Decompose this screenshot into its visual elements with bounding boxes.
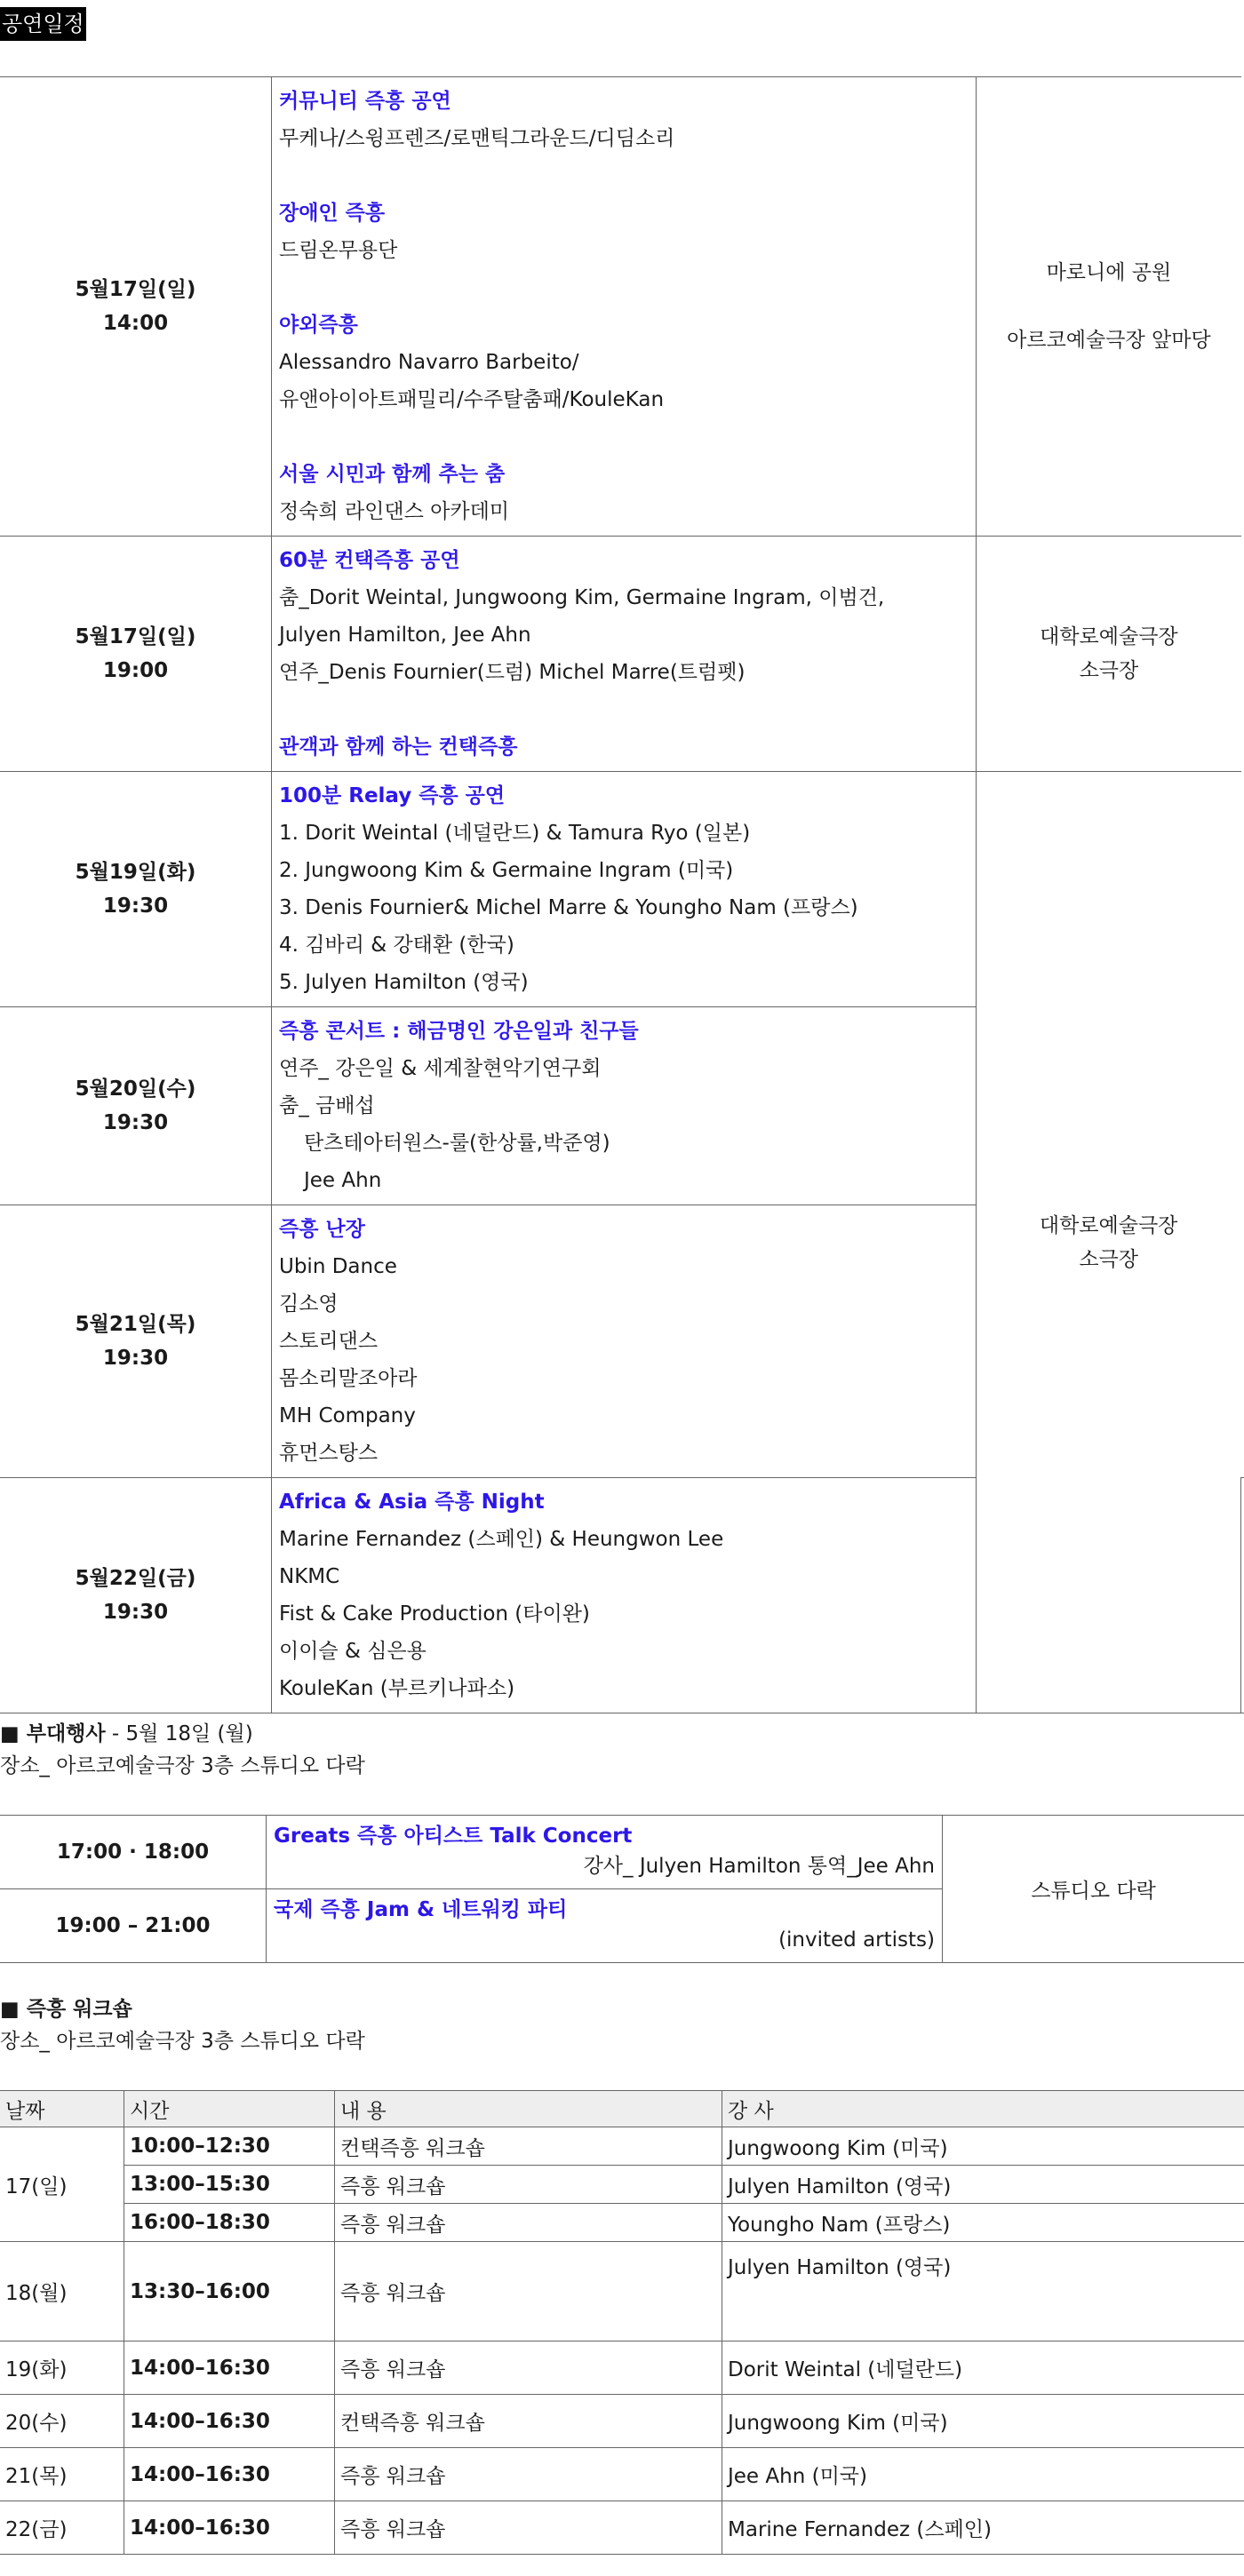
workshop-teacher: Dorit Weintal (네덜란드) bbox=[722, 2341, 1244, 2395]
schedule-date: 5월17일(일) bbox=[75, 278, 196, 301]
workshop-row bbox=[0, 2395, 1244, 2448]
schedule-date-cell bbox=[0, 772, 272, 1007]
workshop-time: 13:00–15:30 bbox=[124, 2166, 335, 2204]
schedule-row bbox=[0, 77, 1244, 537]
workshop-header-date: 날짜 bbox=[0, 2091, 124, 2127]
schedule-time: 14:00 bbox=[102, 312, 169, 335]
workshop-day: 21(목) bbox=[0, 2448, 124, 2501]
schedule-time: 19:30 bbox=[102, 894, 169, 918]
program-title: 즉흥 콘서트 : 해금명인 강은일과 친구들 bbox=[279, 1020, 639, 1043]
workshop-day: 17(일) bbox=[0, 2127, 124, 2242]
workshop-time: 14:00–16:30 bbox=[124, 2395, 335, 2448]
program-line: Julyen Hamilton, Jee Ahn bbox=[279, 624, 531, 647]
workshop-content: 즉흥 워크숍 bbox=[335, 2204, 722, 2242]
workshop-content: 컨택즉흥 워크숍 bbox=[335, 2127, 722, 2166]
side-event-content bbox=[267, 1816, 943, 1889]
workshop-content: 즉흥 워크숍 bbox=[335, 2448, 722, 2501]
workshop-teacher: Julyen Hamilton (영국) bbox=[722, 2166, 1244, 2204]
schedule-date: 5월19일(화) bbox=[75, 861, 196, 884]
schedule-date-cell bbox=[0, 1007, 272, 1205]
workshop-row bbox=[0, 2341, 1244, 2395]
schedule-content bbox=[272, 1007, 977, 1205]
venue-cell bbox=[977, 77, 1241, 537]
workshop-table bbox=[0, 2090, 1244, 2555]
program-line: 유앤아이아트패밀리/수주탈춤패/KouleKan bbox=[279, 388, 665, 411]
side-event-title: 국제 즉흥 Jam & 네트워킹 파티 bbox=[274, 1898, 568, 1921]
workshop-row bbox=[0, 2127, 1244, 2166]
side-event-content bbox=[267, 1889, 943, 1963]
workshop-teacher: Jee Ahn (미국) bbox=[722, 2448, 1244, 2501]
program-line: 3. Denis Fournier& Michel Marre & Youngho Nam (프랑스) bbox=[279, 896, 858, 919]
program-line: 춤_Dorit Weintal, Jungwoong Kim, Germaine Ingram, 이범건, bbox=[279, 586, 885, 609]
section-label: 공연일정 bbox=[0, 7, 86, 41]
workshop-row bbox=[0, 2166, 1244, 2204]
workshop-content: 즉흥 워크숍 bbox=[335, 2501, 722, 2555]
program-line: Jee Ahn bbox=[304, 1169, 382, 1192]
program-line: KouleKan (부르키나파소) bbox=[279, 1677, 515, 1700]
program-line: Alessandro Navarro Barbeito/ bbox=[279, 351, 579, 374]
workshop-teacher: Julyen Hamilton (영국) bbox=[722, 2242, 1244, 2341]
schedule-row bbox=[0, 537, 1244, 772]
program-line: 몸소리말조아라 bbox=[279, 1367, 418, 1390]
program-title: 장애인 즉흥 bbox=[279, 202, 386, 225]
workshop-row bbox=[0, 2242, 1244, 2341]
program-title: 야외즉흥 bbox=[279, 314, 358, 337]
workshop-teacher: Youngho Nam (프랑스) bbox=[722, 2204, 1244, 2242]
workshop-row bbox=[0, 2501, 1244, 2555]
workshop-day: 18(월) bbox=[0, 2242, 124, 2341]
venue-line: 아르코예술극장 앞마당 bbox=[1007, 329, 1211, 352]
program-line: 연주_ 강은일 & 세계찰현악기연구회 bbox=[279, 1057, 602, 1080]
schedule-date: 5월21일(목) bbox=[75, 1313, 196, 1336]
program-title: 100분 Relay 즉흥 공연 bbox=[279, 784, 506, 807]
schedule-date-cell bbox=[0, 537, 272, 772]
workshop-heading: ■ 즉흥 워크숍 bbox=[0, 1998, 132, 2021]
program-line: 정숙희 라인댄스 아카데미 bbox=[279, 500, 510, 523]
workshop-header-time: 시간 bbox=[124, 2091, 335, 2127]
side-events-heading bbox=[0, 1718, 253, 1750]
schedule-date-cell bbox=[0, 1478, 272, 1713]
side-events-place: 장소_ 아르코예술극장 3층 스튜디오 다락 bbox=[0, 1754, 365, 1777]
schedule-content bbox=[272, 77, 977, 537]
workshop-teacher: Jungwoong Kim (미국) bbox=[722, 2395, 1244, 2448]
program-title: 서울 시민과 함께 추는 춤 bbox=[279, 463, 506, 486]
workshop-time: 10:00–12:30 bbox=[124, 2127, 335, 2166]
venue-line: 대학로예술극장 bbox=[1040, 625, 1178, 648]
schedule-content bbox=[272, 537, 977, 772]
side-event-time: 17:00 · 18:00 bbox=[0, 1816, 267, 1889]
workshop-time: 14:00–16:30 bbox=[124, 2341, 335, 2395]
workshop-row bbox=[0, 2448, 1244, 2501]
side-event-detail: (invited artists) bbox=[778, 1928, 935, 1952]
program-line: 5. Julyen Hamilton (영국) bbox=[279, 971, 529, 994]
workshop-time: 14:00–16:30 bbox=[124, 2448, 335, 2501]
program-line: 춤_ 금배섭 bbox=[279, 1094, 375, 1117]
program-title: 관객과 함께 하는 컨택즉흥 bbox=[279, 735, 518, 759]
side-event-row bbox=[0, 1816, 1244, 1889]
workshop-day: 22(금) bbox=[0, 2501, 124, 2555]
workshop-header-row bbox=[0, 2091, 1244, 2127]
workshop-place: 장소_ 아르코예술극장 3층 스튜디오 다락 bbox=[0, 2030, 365, 2053]
program-line: Marine Fernandez (스페인) & Heungwon Lee bbox=[279, 1528, 724, 1551]
venue-line: 마로니에 공원 bbox=[1046, 261, 1172, 284]
program-line: 휴먼스탕스 bbox=[279, 1442, 379, 1465]
workshop-header-teacher: 강 사 bbox=[722, 2091, 1244, 2127]
program-line: 이이슬 & 심은용 bbox=[279, 1640, 427, 1663]
workshop-content: 즉흥 워크숍 bbox=[335, 2166, 722, 2204]
program-line: MH Company bbox=[279, 1404, 416, 1427]
schedule-time: 19:30 bbox=[102, 1347, 169, 1370]
workshop-row bbox=[0, 2204, 1244, 2242]
side-events-heading-date: - 5월 18일 (월) bbox=[105, 1722, 253, 1745]
venue-cell bbox=[977, 537, 1241, 772]
program-line: 무케나/스윙프렌즈/로맨틱그라운드/디딤소리 bbox=[279, 127, 675, 150]
venue-line: 대학로예술극장 bbox=[1039, 1213, 1178, 1237]
schedule-content bbox=[272, 1205, 977, 1478]
schedule-date: 5월20일(수) bbox=[75, 1077, 196, 1101]
workshop-teacher: Jungwoong Kim (미국) bbox=[722, 2127, 1244, 2166]
venue-cell bbox=[977, 772, 1241, 1713]
venue-line: 소극장 bbox=[1079, 1247, 1138, 1271]
workshop-teacher: Marine Fernandez (스페인) bbox=[722, 2501, 1244, 2555]
schedule-date: 5월22일(금) bbox=[75, 1567, 196, 1590]
schedule-content bbox=[272, 1478, 977, 1713]
side-event-time: 19:00 – 21:00 bbox=[0, 1889, 267, 1963]
program-line: NKMC bbox=[279, 1565, 340, 1588]
workshop-content: 컨택즉흥 워크숍 bbox=[335, 2395, 722, 2448]
schedule-date: 5월17일(일) bbox=[75, 625, 196, 648]
schedule-time: 19:30 bbox=[102, 1601, 169, 1624]
workshop-content: 즉흥 워크숍 bbox=[335, 2341, 722, 2395]
program-line: 1. Dorit Weintal (네덜란드) & Tamura Ryo (일본) bbox=[279, 822, 751, 845]
program-title: 즉흥 난장 bbox=[279, 1218, 365, 1241]
program-line: 4. 김바리 & 강태환 (한국) bbox=[279, 934, 514, 957]
venue-line: 소극장 bbox=[1079, 659, 1139, 682]
side-events-table bbox=[0, 1815, 1244, 1963]
program-line: 탄츠테아터원스-룰(한상률,박준영) bbox=[304, 1132, 610, 1155]
schedule-content bbox=[272, 772, 977, 1007]
schedule-date-cell bbox=[0, 1205, 272, 1478]
program-line: Ubin Dance bbox=[279, 1255, 397, 1278]
schedule-time: 19:00 bbox=[102, 659, 169, 682]
workshop-header-content: 내 용 bbox=[335, 2091, 722, 2127]
program-line: 김소영 bbox=[279, 1292, 339, 1316]
program-title: 60분 컨택즉흥 공연 bbox=[279, 549, 460, 572]
workshop-time: 14:00–16:30 bbox=[124, 2501, 335, 2555]
schedule-table bbox=[0, 76, 1244, 1713]
schedule-date-cell bbox=[0, 77, 272, 537]
program-line: 드림온무용단 bbox=[279, 239, 398, 262]
schedule-row bbox=[0, 772, 1244, 1007]
program-line: 2. Jungwoong Kim & Germaine Ingram (미국) bbox=[279, 859, 734, 882]
program-title: 커뮤니티 즉흥 공연 bbox=[279, 90, 451, 113]
workshop-time: 16:00–18:30 bbox=[124, 2204, 335, 2242]
workshop-content: 즉흥 워크숍 bbox=[335, 2242, 722, 2341]
side-event-detail: 강사_ Julyen Hamilton 통역_Jee Ahn bbox=[583, 1855, 935, 1878]
side-event-location: 스튜디오 다락 bbox=[943, 1816, 1244, 1963]
side-event-title: Greats 즉흥 아티스트 Talk Concert bbox=[274, 1825, 633, 1848]
program-line: 연주_Denis Fournier(드럼) Michel Marre(트럼펫) bbox=[279, 661, 746, 684]
workshop-time: 13:30–16:00 bbox=[124, 2242, 335, 2341]
workshop-day: 19(화) bbox=[0, 2341, 124, 2395]
program-line: Fist & Cake Production (타이완) bbox=[279, 1602, 590, 1626]
program-title: Africa & Asia 즉흥 Night bbox=[279, 1491, 545, 1514]
side-events-heading-bold: ■ 부대행사 bbox=[0, 1722, 106, 1745]
workshop-day: 20(수) bbox=[0, 2395, 124, 2448]
program-line: 스토리댄스 bbox=[279, 1330, 379, 1353]
schedule-time: 19:30 bbox=[102, 1111, 169, 1134]
